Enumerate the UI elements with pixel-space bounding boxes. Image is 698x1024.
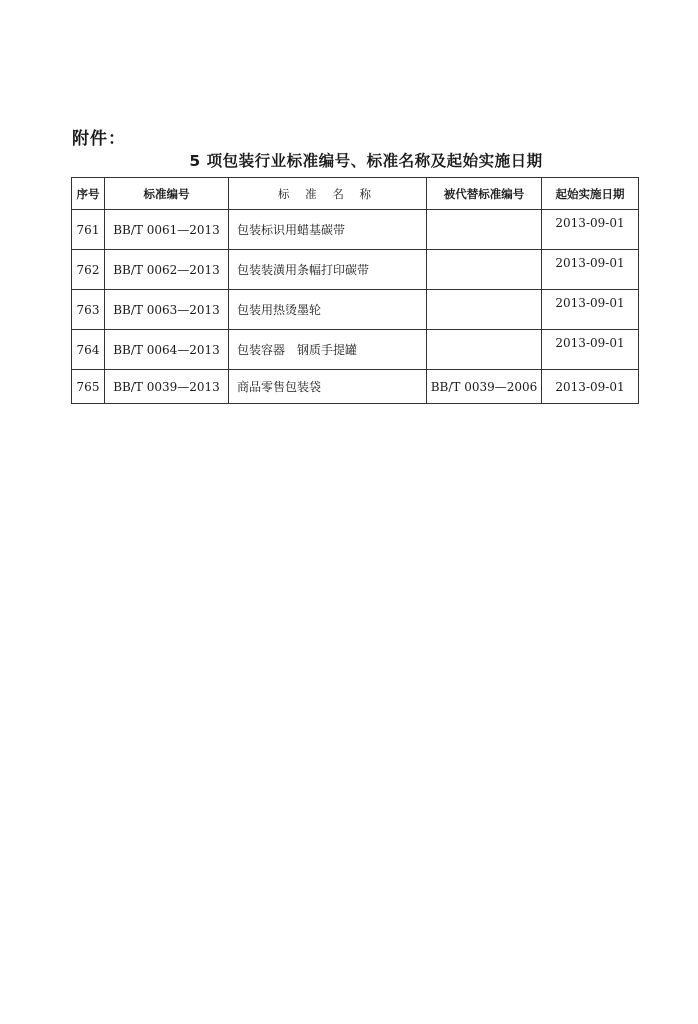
table-row	[72, 290, 639, 330]
cell-name: 包装标识用蜡基碳带	[229, 210, 427, 250]
table-row	[72, 210, 639, 250]
table-header-row	[72, 178, 639, 210]
cell-start-date: 2013-09-01	[542, 210, 639, 250]
cell-seq: 761	[72, 210, 105, 250]
cell-seq: 764	[72, 330, 105, 370]
cell-start-date: 2013-09-01	[542, 290, 639, 330]
standards-table	[71, 177, 639, 404]
table-row	[72, 250, 639, 290]
cell-name: 商品零售包装袋	[229, 370, 427, 404]
cell-replaced	[427, 330, 542, 370]
header-start-date: 起始实施日期	[542, 178, 639, 210]
header-seq: 序号	[72, 178, 105, 210]
cell-code: BB/T 0039—2013	[105, 370, 229, 404]
cell-name: 包装用热烫墨轮	[229, 290, 427, 330]
cell-replaced	[427, 210, 542, 250]
cell-start-date: 2013-09-01	[542, 330, 639, 370]
cell-start-date: 2013-09-01	[542, 250, 639, 290]
table-row	[72, 370, 639, 404]
header-replaced: 被代替标准编号	[427, 178, 542, 210]
cell-code: BB/T 0062—2013	[105, 250, 229, 290]
cell-seq: 765	[72, 370, 105, 404]
cell-name: 包装容器 钢质手提罐	[229, 330, 427, 370]
cell-replaced: BB/T 0039—2006	[427, 370, 542, 404]
header-name: 标 准 名 称	[229, 178, 427, 210]
table-row	[72, 330, 639, 370]
cell-code: BB/T 0061—2013	[105, 210, 229, 250]
cell-start-date: 2013-09-01	[542, 370, 639, 404]
cell-code: BB/T 0063—2013	[105, 290, 229, 330]
cell-seq: 762	[72, 250, 105, 290]
cell-code: BB/T 0064—2013	[105, 330, 229, 370]
document-title: 5 项包装行业标准编号、标准名称及起始实施日期	[189, 152, 543, 170]
cell-replaced	[427, 250, 542, 290]
cell-seq: 763	[72, 290, 105, 330]
cell-replaced	[427, 290, 542, 330]
header-code: 标准编号	[105, 178, 229, 210]
attachment-label: 附件：	[72, 129, 126, 149]
cell-name: 包装装潢用条幅打印碳带	[229, 250, 427, 290]
